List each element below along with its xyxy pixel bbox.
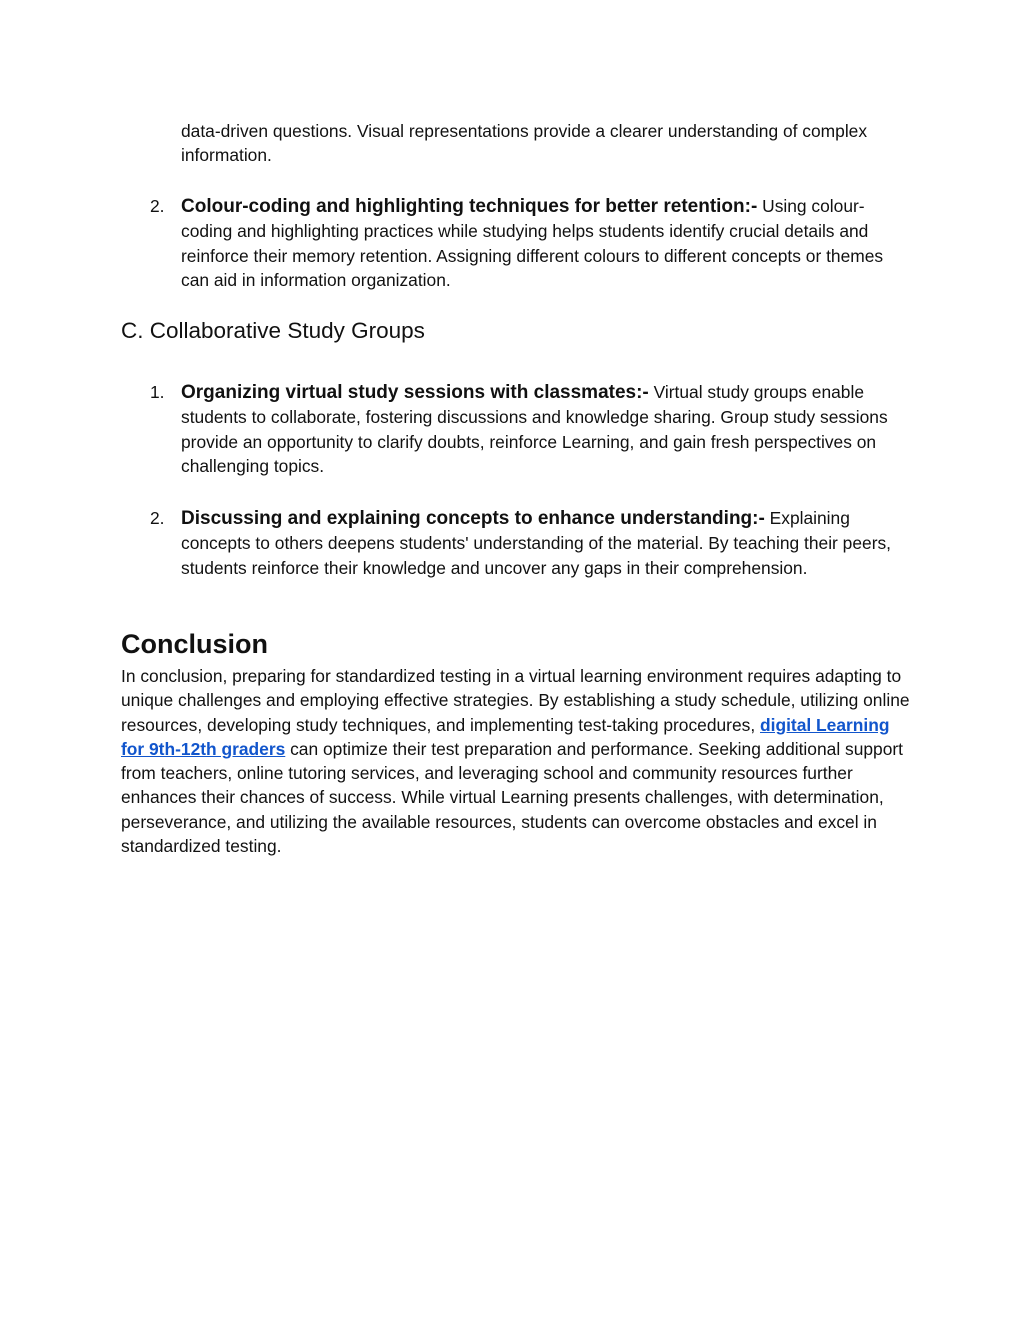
list-item-text: Virtual study groups enable students to collaborate, fostering discussions and knowledge sharing. Group study sessions provide an opportunity to clarify doubts, reinforce Learning, and gain fresh perspectives on challenging topics. [181,382,888,476]
list-number: 2. [150,196,165,216]
list-item-body [181,380,909,478]
conclusion-text-before-link: In conclusion, preparing for standardized testing in a virtual learning environment requires adapting to unique challenges and employing effective strategies. By establishing a study schedule, utilizing online resources, developing study techniques, and implementing test-taking procedures, [121,666,910,735]
list-number: 2. [150,508,165,528]
continued-item-text: data-driven questions. Visual representations provide a clearer understanding of complex information. [181,121,868,166]
list-item-lead: Colour-coding and highlighting techniques for better retention:- [181,196,758,217]
list-item-body [181,194,909,292]
list-item-body [181,506,909,580]
list-item-lead: Discussing and explaining concepts to enhance understanding:- [181,508,765,529]
conclusion-text-after-link: can optimize their test preparation and performance. Seeking additional support from teachers, online tutoring services, and leveraging school and community resources further enhances their chances of success. While virtual Learning presents challenges, with determination, perseverance, and utilizing the available resources, students can overcome obstacles and excel in standardized testing. [121,738,904,857]
section-c-heading: C. Collaborative Study Groups [121,318,425,343]
list-item-text: Using colour-coding and highlighting practices while studying helps students identify crucial details and reinforce their memory retention. Assigning different colours to different concepts or themes can aid in information organization. [181,196,884,290]
digital-learning-link[interactable]: digital Learning for 9th-12th graders [121,714,890,759]
conclusion-paragraph [121,664,911,858]
list-item-lead: Organizing virtual study sessions with classmates:- [181,382,649,403]
conclusion-heading: Conclusion [121,629,268,659]
list-number: 1. [150,382,165,402]
list-item-text: Explaining concepts to others deepens students' understanding of the material. By teaching their peers, students reinforce their knowledge and uncover any gaps in their comprehension. [181,508,892,578]
